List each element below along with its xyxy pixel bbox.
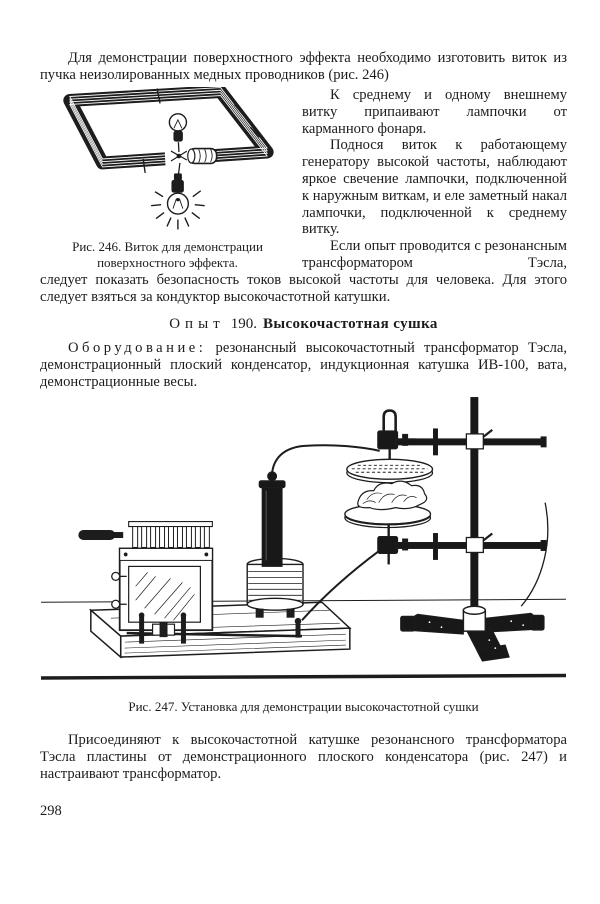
figure-246-caption: Рис. 246. Виток для демонстрации поверхностного эффекта. xyxy=(72,239,263,270)
terminal-knob xyxy=(295,618,301,624)
upper-clamp-arm xyxy=(378,410,546,462)
paragraph-tesla-continuation: следует показать безопасность токов высокой частоты для человека. Для этого следует взяться за кондуктор высокочастотной катушки. xyxy=(40,271,567,305)
paragraph-closing: Присоединяют к высокочастотной катушке резонансного трансформатора Тэсла пластины от демонстрационного плоского конденсатора (рис. 247) и настраивают трансформатор. xyxy=(40,731,567,782)
paragraph-tesla-start: Если опыт проводится с резонансным трансформатором Тэсла, xyxy=(302,238,567,271)
cotton-wad xyxy=(358,481,427,509)
interrupter-handle xyxy=(79,530,115,539)
experiment-heading xyxy=(40,316,567,333)
coil-top-ball xyxy=(268,472,277,481)
upper-plate xyxy=(347,459,433,479)
tripod-base xyxy=(401,606,544,661)
tesla-coil xyxy=(247,472,303,617)
figure-row xyxy=(40,87,567,272)
page-number: 298 xyxy=(40,802,62,819)
paragraph-equipment xyxy=(40,340,567,391)
coupling-sleeve xyxy=(188,149,217,164)
equipment-list: резонансный высокочастотный трансформатор Тэсла, демонстрационный плоский конденсатор, индукционная катушка ИВ-100, вата, демонстрационные весы. xyxy=(40,339,567,390)
experiment-label: Опыт xyxy=(169,315,225,332)
figure-247-caption: Рис. 247. Установка для демонстрации высокочастотной сушки xyxy=(128,698,479,714)
paragraph-generator: Поднося виток к работающему генератору высокой частоты, наблюдают яркое свечение лампочки, подключенной к наружным виткам, и еле заметный накал лампочки, подключенной к среднему витку. xyxy=(302,137,567,238)
glowing-lamp-icon xyxy=(151,163,205,229)
paragraph-lamps: К среднему и одному внешнему витку припаивают лампочки от карманного фонаря. xyxy=(302,87,567,137)
equipment-lead: Оборудование: xyxy=(68,339,207,356)
side-column xyxy=(295,87,567,272)
paragraph-intro: Для демонстрации поверхностного эффекта необходимо изготовить виток из пучка неизолированных медных проводников (рис. 246) xyxy=(40,50,567,83)
experiment-title: Высокочастотная сушка xyxy=(262,315,438,332)
table-front-edge xyxy=(41,675,566,677)
wire-loop-illustration xyxy=(40,87,293,233)
experiment-number: 190. xyxy=(230,315,257,332)
figure-246 xyxy=(40,87,295,272)
drying-setup-illustration xyxy=(41,391,566,690)
loose-wire xyxy=(521,502,548,606)
contact-comb xyxy=(133,526,210,547)
secondary-column xyxy=(262,486,282,566)
lower-clamp-arm xyxy=(378,523,546,564)
figure-247 xyxy=(40,391,567,715)
stand-rod xyxy=(470,397,478,612)
